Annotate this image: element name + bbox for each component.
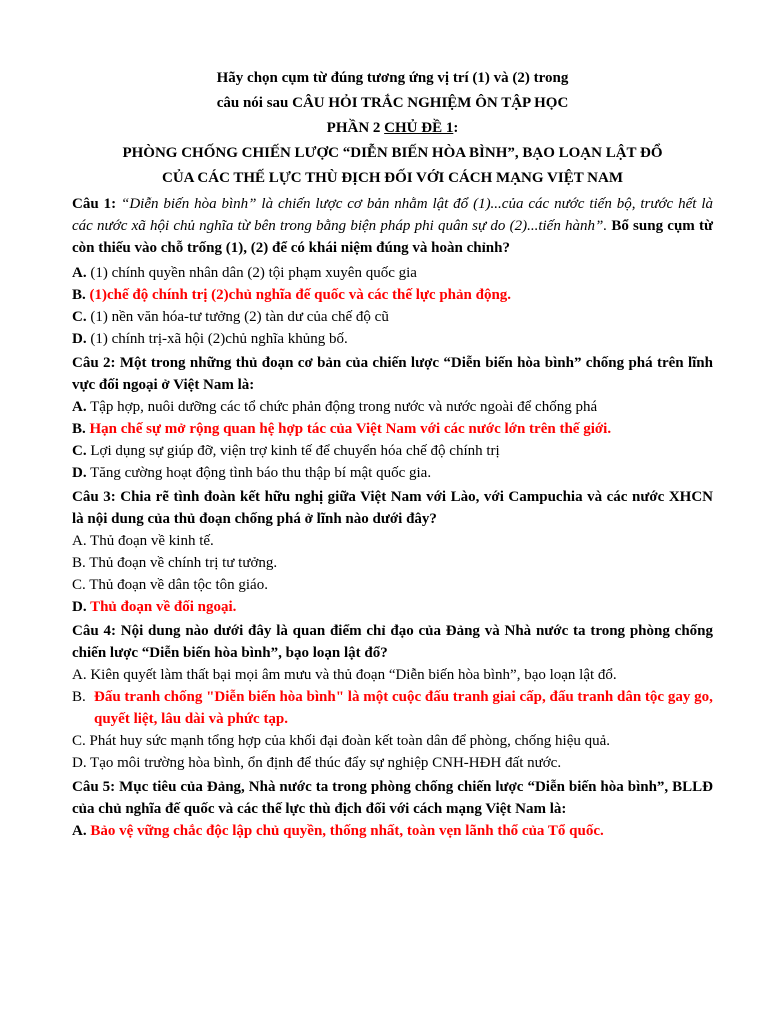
option-text: Thủ đoạn về đối ngoại. xyxy=(86,599,237,615)
question-1 xyxy=(72,193,713,259)
header-colon: : xyxy=(453,120,459,136)
question-4-option-b-correct xyxy=(72,686,713,730)
option-text: (1)chế độ chính trị (2)chủ nghĩa đế quốc và các thế lực phản động. xyxy=(85,287,512,303)
option-key: B. xyxy=(72,287,86,303)
header-line-1: Hãy chọn cụm từ đúng tương ứng vị trí (1) và (2) trong xyxy=(216,70,569,86)
question-4: Câu 4: Nội dung nào dưới đây là quan điểm chỉ đạo của Đảng và Nhà nước ta trong phòng chống chiến lược “Diễn biến hòa bình”, bạo loạn lật đổ? xyxy=(72,623,713,661)
option-key: A. xyxy=(72,399,87,415)
question-4-option-d: D. Tạo môi trường hòa bình, ổn định để thúc đẩy sự nghiệp CNH-HĐH đất nước. xyxy=(72,755,562,771)
question-4-option-a: A. Kiên quyết làm thất bại mọi âm mưu và thủ đoạn “Diễn biến hòa bình”, bạo loạn lật đổ. xyxy=(72,667,617,683)
question-2-option-d xyxy=(72,462,713,484)
option-key: D. xyxy=(72,331,87,347)
option-text: (1) chính trị-xã hội (2)chủ nghĩa khủng bố. xyxy=(86,331,348,347)
question-3-option-b: B. Thủ đoạn về chính trị tư tưởng. xyxy=(72,555,278,571)
question-1-option-d xyxy=(72,328,713,350)
option-text: Tập hợp, nuôi dưỡng các tổ chức phản động trong nước và nước ngoài để chống phá xyxy=(86,399,598,415)
option-text: Đấu tranh chống "Diễn biến hòa bình" là một cuộc đấu tranh giai cấp, đấu tranh dân tộc gay go, quyết liệt, lâu dài và phức tạp. xyxy=(94,689,713,727)
header-line-3 xyxy=(72,116,713,141)
option-text: Hạn chế sự mở rộng quan hệ hợp tác của Việt Nam với các nước lớn trên thế giới. xyxy=(85,421,612,437)
option-key: B. xyxy=(72,421,86,437)
question-1-label: Câu 1: xyxy=(72,196,117,212)
header-part-label: PHẦN 2 xyxy=(326,120,385,136)
header-line-5: CỦA CÁC THẾ LỰC THÙ ĐỊCH ĐỐI VỚI CÁCH MẠNG VIỆT NAM xyxy=(161,170,624,186)
option-key: C. xyxy=(72,443,87,459)
header-line-4: PHÒNG CHỐNG CHIẾN LƯỢC “DIỄN BIẾN HÒA BÌNH”, BẠO LOẠN LẬT ĐỔ xyxy=(122,145,663,161)
option-text: Bảo vệ vững chắc độc lập chủ quyền, thống nhất, toàn vẹn lãnh thổ của Tổ quốc. xyxy=(86,823,604,839)
option-key: A. xyxy=(72,823,87,839)
question-1-quote: “Diễn biến hòa bình” là chiến lược cơ bản nhằm lật đổ (1)...của các nước tiến bộ, trước hết là các nước xã hội chủ nghĩa từ bên trong bằng biện pháp phi quân sự do (2)...tiến hành”. xyxy=(72,196,713,234)
option-key: D. xyxy=(72,599,87,615)
question-2-option-a xyxy=(72,396,713,418)
option-text: (1) nền văn hóa-tư tưởng (2) tàn dư của chế độ cũ xyxy=(86,309,389,325)
header-topic-label: CHỦ ĐỀ 1 xyxy=(384,120,454,136)
question-3-option-d-correct xyxy=(72,596,713,618)
question-1-option-b-correct xyxy=(72,284,713,306)
option-text: (1) chính quyền nhân dân (2) tội phạm xuyên quốc gia xyxy=(86,265,417,281)
question-2-option-c xyxy=(72,440,713,462)
question-1-prompt: Bổ sung cụm từ còn thiếu vào chỗ trống (1), (2) để có khái niệm đúng và hoàn chỉnh? xyxy=(72,218,713,256)
option-text: Tăng cường hoạt động tình báo thu thập bí mật quốc gia. xyxy=(86,465,432,481)
question-3-option-c: C. Thủ đoạn về dân tộc tôn giáo. xyxy=(72,577,268,593)
question-1-option-c xyxy=(72,306,713,328)
question-1-option-a xyxy=(72,262,713,284)
question-3: Câu 3: Chia rẽ tình đoàn kết hữu nghị giữa Việt Nam với Lào, với Campuchia và các nước XHCN là nội dung của thủ đoạn chống phá ở lĩnh nào dưới đây? xyxy=(72,489,713,527)
question-4-option-c: C. Phát huy sức mạnh tổng hợp của khối đại đoàn kết toàn dân để phòng, chống hiệu quả. xyxy=(72,733,611,749)
question-2: Câu 2: Một trong những thủ đoạn cơ bản của chiến lược “Diễn biến hòa bình” chống phá trên lĩnh vực đối ngoại ở Việt Nam là: xyxy=(72,355,713,393)
question-2-option-b-correct xyxy=(72,418,713,440)
option-key: D. xyxy=(72,465,87,481)
header-line-2: câu nói sau CÂU HỎI TRẮC NGHIỆM ÔN TẬP HỌC xyxy=(216,95,569,111)
option-key: A. xyxy=(72,265,87,281)
option-text: Lợi dụng sự giúp đỡ, viện trợ kinh tế để chuyển hóa chế độ chính trị xyxy=(86,443,500,459)
question-5: Câu 5: Mục tiêu của Đảng, Nhà nước ta trong phòng chống chiến lược “Diễn biến hòa bình”, BLLĐ của chủ nghĩa đế quốc và các thế lực thù địch đối với cách mạng Việt Nam là: xyxy=(72,779,713,817)
option-key: C. xyxy=(72,309,87,325)
question-3-option-a: A. Thủ đoạn về kinh tế. xyxy=(72,533,214,549)
option-key: B. xyxy=(72,689,86,705)
question-5-option-a-correct xyxy=(72,820,713,842)
document-header xyxy=(72,66,713,191)
